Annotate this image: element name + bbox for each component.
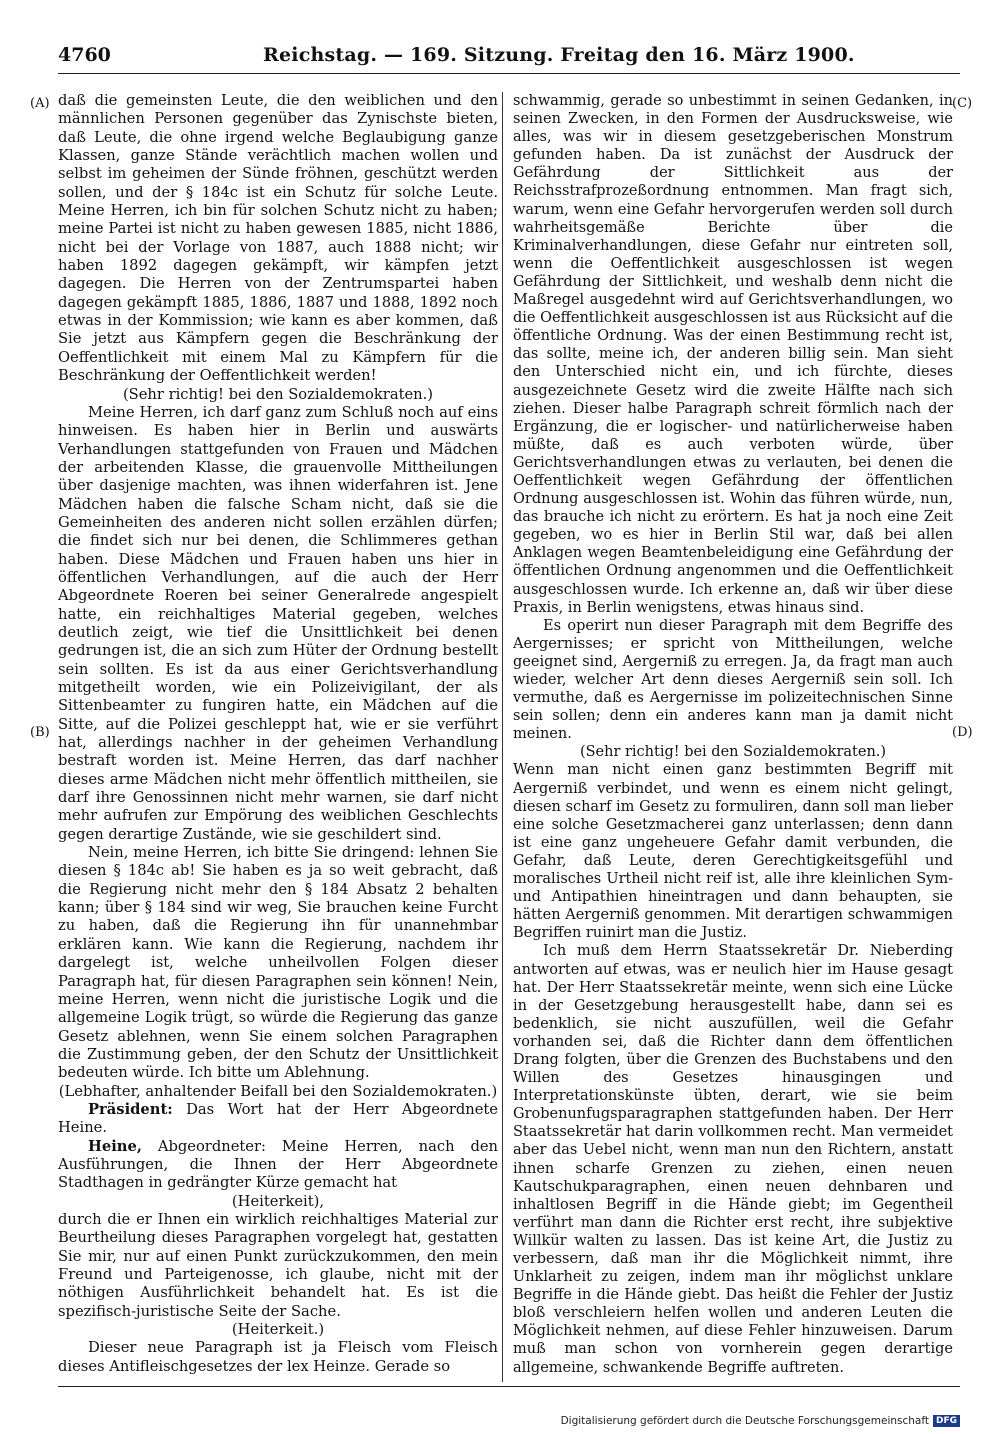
- paragraph: [513, 942, 953, 1376]
- dfg-logo: DFG: [933, 1415, 960, 1427]
- right-column: [513, 92, 953, 1382]
- page-header: [58, 44, 960, 74]
- paragraph: [58, 1101, 498, 1138]
- paragraph-text: schwammig, gerade so unbestimmt in seinen Gedanken, in seinen Zwecken, in den Formen der Ausdrucksweise, wie alles, was wir in diesem gesetzgeberischen Monstrum gefunden haben. Da ist zunächst der Ausdruck der Gefährdung der Sittlichkeit aus der Reichsstrafprozeßordnung entnommen. Man fragt sich, warum, wenn eine Gefahr hervorgerufen werden soll durch wahrheitsgemäße Berichte über die Kriminalverhandlungen, diese Gefahr nur eintreten soll, wenn die Oeffentlichkeit ausgeschlossen ist wegen Gefährdung der Sittlichkeit, und weshalb denn nicht die Maßregel ausgedehnt wird auf Gerichtsverhandlungen, wo die Oeffentlichkeit ausgeschlossen ist aus Rücksicht auf die öffentliche Ordnung. Was der einen Bestimmung recht ist, das sollte, meine ich, der anderen billig sein. Man sieht den Unterschied nicht ein, und ich fürchte, dieses ausgezeichnete Gesetz wird die zweite Hälfte nach sich ziehen. Dieser halbe Paragraph schreit förmlich nach der Ergänzung, die er logischer- und natürlicherweise haben müßte, daß es auch verboten würde, über Gerichtsverhandlungen etwas zu verlauten, bei denen die Oeffentlichkeit wegen Gefährdung der öffentlichen Ordnung ausgeschlossen ist. Wohin das führen würde, nun, das brauche ich nicht zu erörtern. Es hat ja noch eine Zeit gegeben, wo es hier in Berlin Stil war, daß bei allen Anklagen wegen Beamtenbeleidigung eine Gefährdung der öffentlichen Ordnung angenommen und die Oeffentlichkeit ausgeschlossen wurde. Ich erkenne an, daß wir über diese Praxis, in Berlin wenigstens, etwas hinaus sind.: [513, 93, 953, 616]
- margin-marker-b: (B): [30, 725, 50, 740]
- paragraph: [58, 404, 498, 844]
- stage-direction: [58, 386, 498, 404]
- margin-marker-a: (A): [30, 96, 50, 111]
- paragraph-text: durch die er Ihnen ein wirklich reichhaltiges Material zur Beurtheilung dieses Paragraphen vorgelegt hat, gestatten Sie mir, nur auf einen Punkt zurückzukommen, den mein Freund und Parteigenosse, ich glaube, nicht mit der nöthigen Ausführlichkeit behandelt hat. Es ist die spezifisch-juristische Seite der Sache.: [58, 1210, 498, 1320]
- paragraph-text: daß die gemeinsten Leute, die den weiblichen und den männlichen Personen gegenüber das Zynischste bieten, daß Leute, die ohne irgend welche Beglaubigung ganze Klassen, ganze Stände verächtlich machen wollen und selbst im geheimen der Sünde fröhnen, geschützt werden sollen, und der § 184c ist ein Schutz für solche Leute. Meine Herren, ich bin für solchen Schutz nicht zu haben; meine Partei ist nicht zu haben gewesen 1885, nicht 1886, nicht bei der Vorlage von 1887, auch 1888 nicht; wir haben 1892 dagegen gekämpft, wir kämpfen jetzt dagegen. Die Herren von der Zentrumspartei haben dagegen gekämpft 1885, 1886, 1887 und 1888, 1892 noch etwas in der Kommission; wie kann es aber kommen, daß Sie jetzt aus Kämpfern gegen die Beschränkung der Oeffentlichkeit mit einem Mal zu Kämpfern für die Beschränkung der Oeffentlichkeit werden!: [58, 92, 498, 385]
- paragraph-text: Abgeordneter: Meine Herren, nach den Ausführungen, die Ihnen der Herr Abgeordnete Stadthagen in gedrängter Kürze gemacht hat: [58, 1137, 498, 1192]
- column-divider: [502, 92, 503, 1382]
- paragraph-text: Meine Herren, ich darf ganz zum Schluß noch auf eins hinweisen. Es haben hier in Berlin und auswärts Verhandlungen stattgefunden von Frauen und Mädchen der arbeitenden Klasse, die grauenvolle Mittheilungen über dasjenige machten, was ihnen widerfahren ist. Jene Mädchen haben die falsche Scham nicht, daß sie die Gemeinheiten des anderen nicht sollen erzählen dürfen; die findet sich nur bei denen, die Schlimmeres gethan haben. Diese Mädchen und Frauen haben uns hier in öffentlichen Verhandlungen, auf die auch der Herr Abgeordnete Roeren bei seiner Generalrede angespielt hatte, ein reichhaltiges Material gegeben, welches deutlich zeigt, wie tief die Unsittlichkeit bei denen gedrungen ist, die an sich zum Hüter der Ordnung bestellt sein sollten. Es ist da aus einer Gerichtsverhandlung mitgetheilt worden, wie ein Polizeivigilant, der als Sittenbeamter zu fungiren hatte, ein Mädchen auf die Sitte, auf die Polizei geschleppt hat, wie er sie verführt hat, allerdings nachher in der geheimen Verhandlung bestraft worden ist. Meine Herren, das darf nachher dieses arme Mädchen nicht mehr öffentlich mittheilen, sie darf ihre Genossinnen nicht mehr warnen, sie darf nicht mehr aufrufen zur Empörung des weiblichen Geschlechts gegen derartige Zustände, wie sie geschildert sind.: [58, 403, 498, 843]
- speaker-name: Heine,: [88, 1137, 142, 1155]
- paragraph: [58, 1138, 498, 1193]
- stage-direction: [58, 1321, 498, 1339]
- running-title: Reichstag. — 169. Sitzung. Freitag den 16. März 1900.: [263, 44, 855, 66]
- paragraph: [513, 617, 953, 744]
- paragraph-text: Nein, meine Herren, ich bitte Sie dringend: lehnen Sie diesen § 184c ab! Sie haben es ja so weit gebracht, daß die Regierung nicht mehr den § 184 Absatz 2 behalten kann; über § 184 sind wir weg, Sie brauchen keine Furcht zu haben, daß die Regierung ihn für unannehmbar erklären kann. Wie kann die Regierung, nachdem ihr dargelegt ist, welche unheilvollen Folgen dieser Paragraph hat, für diesen Paragraphen sein können! Nein, meine Herren, wenn nicht die juristische Logik und die allgemeine Logik trügt, so würde die Regierung das ganze Gesetz ablehnen, wenn Sie einem solchen Paragraphen die Zustimmung geben, der den Schutz der Unsittlichkeit bedeuten würde. Ich bitte um Ablehnung.: [58, 844, 498, 1082]
- page-number: 4760: [58, 44, 111, 66]
- paragraph-text: (Sehr richtig! bei den Sozialdemokraten.): [579, 744, 887, 761]
- bottom-rule: [58, 1386, 960, 1387]
- margin-marker-c: (C): [952, 96, 973, 111]
- stage-direction: [58, 1193, 498, 1211]
- footer-credit: [560, 1415, 960, 1427]
- stage-direction: [58, 1083, 498, 1101]
- paragraph-text: (Heiterkeit),: [231, 1192, 325, 1210]
- paragraph: [58, 92, 498, 386]
- paragraph-text: Dieser neue Paragraph ist ja Fleisch vom Fleisch dieses Antifleischgesetzes der lex Heinze. Gerade so: [58, 1339, 498, 1375]
- stage-direction: [513, 743, 953, 761]
- paragraph-text: Wenn man nicht einen ganz bestimmten Begriff mit Aergerniß verbindet, und wenn es einem nicht gelingt, diesen scharf im Gesetz zu formuliren, dann soll man lieber eine solche Gesetzmacherei ganz unterlassen; denn dann ist eine ganz ungeheuere Gefahr damit verbunden, die Gefahr, daß Leute, deren Gerechtigkeitsgefühl und moralisches Urtheil nicht reif ist, alle ihre kleinlichen Sym- und Antipathien hineintragen und dann behaupten, sie hätten Aergerniß genommen. Mit derartigen schwammigen Begriffen ruinirt man die Justiz.: [513, 762, 953, 942]
- margin-marker-d: (D): [952, 725, 973, 740]
- paragraph: [58, 844, 498, 1082]
- paragraph: [58, 1339, 498, 1376]
- left-column: [58, 92, 498, 1382]
- paragraph: [513, 92, 953, 617]
- paragraph-text: Ich muß dem Herrn Staatssekretär Dr. Nieberding antworten auf etwas, was er neulich hier im Hause gesagt hat. Der Herr Staatssekretär meinte, wenn sich eine Lücke in der Gesetzgebung herausgestellt habe, dann sei es bedenklich, sie nicht auszufüllen, weil die Gefahr vorhanden sei, daß die Richter dann dem öffentlichen Drang folgten, über die Grenzen des Buchstabens und den Willen des Gesetzes hinausgingen und Interpretationskünste übten, derart, wie sie beim Grobenunfugsparagraphen stattgefunden haben. Der Herr Staatssekretär hat darin vollkommen recht. Man vermeidet aber das Uebel nicht, wenn man nun den Richtern, anstatt ihnen scharfe Grenzen zu ziehen, einen neuen Kautschukparagraphen, einen neuen dehnbaren und inhaltlosen Begriff in die Hände giebt; im Gegentheil verführt man dann die Richter erst recht, ihre subjektive Willkür walten zu lassen. Das ist keine Art, die Justiz zu verbessern, daß man ihr die Möglichkeit nimmt, ihre Unklarheit zu zeigen, indem man ihr möglichst unklare Begriffe in die Hände giebt. Das heißt die Fehler der Justiz bloß verschleiern helfen wollen und anderen Leuten die Möglichkeit nehmen, auf diese Fehler hinzuweisen. Darum muß man schon von vornherein gegen derartige allgemeine, schwankende Begriffe auftreten.: [513, 943, 953, 1376]
- footer-credit-text: Digitalisierung gefördert durch die Deutsche Forschungsgemeinschaft: [560, 1415, 929, 1427]
- paragraph: [513, 761, 953, 942]
- paragraph-text: Das Wort hat der Herr Abgeordnete Heine.: [58, 1100, 498, 1137]
- paragraph-text: (Lebhafter, anhaltender Beifall bei den Sozialdemokraten.): [58, 1082, 498, 1100]
- paragraph-text: (Heiterkeit.): [231, 1321, 325, 1339]
- speaker-name: Präsident:: [88, 1100, 173, 1118]
- paragraph: [58, 1211, 498, 1321]
- header-rule: [58, 73, 960, 74]
- paragraph-text: Es operirt nun dieser Paragraph mit dem Begriffe des Aergernisses; er spricht von Mittheilungen, welche geeignet sind, Aergerniß zu erregen. Ja, da fragt man auch wieder, welcher Art denn dieses Aergerniß sein soll. Ich vermuthe, daß es Aergernisse im polizeitechnischen Sinne sein sollen; denn ein anderes kann man ja damit nicht meinen.: [513, 617, 953, 743]
- paragraph-text: (Sehr richtig! bei den Sozialdemokraten.): [122, 385, 434, 403]
